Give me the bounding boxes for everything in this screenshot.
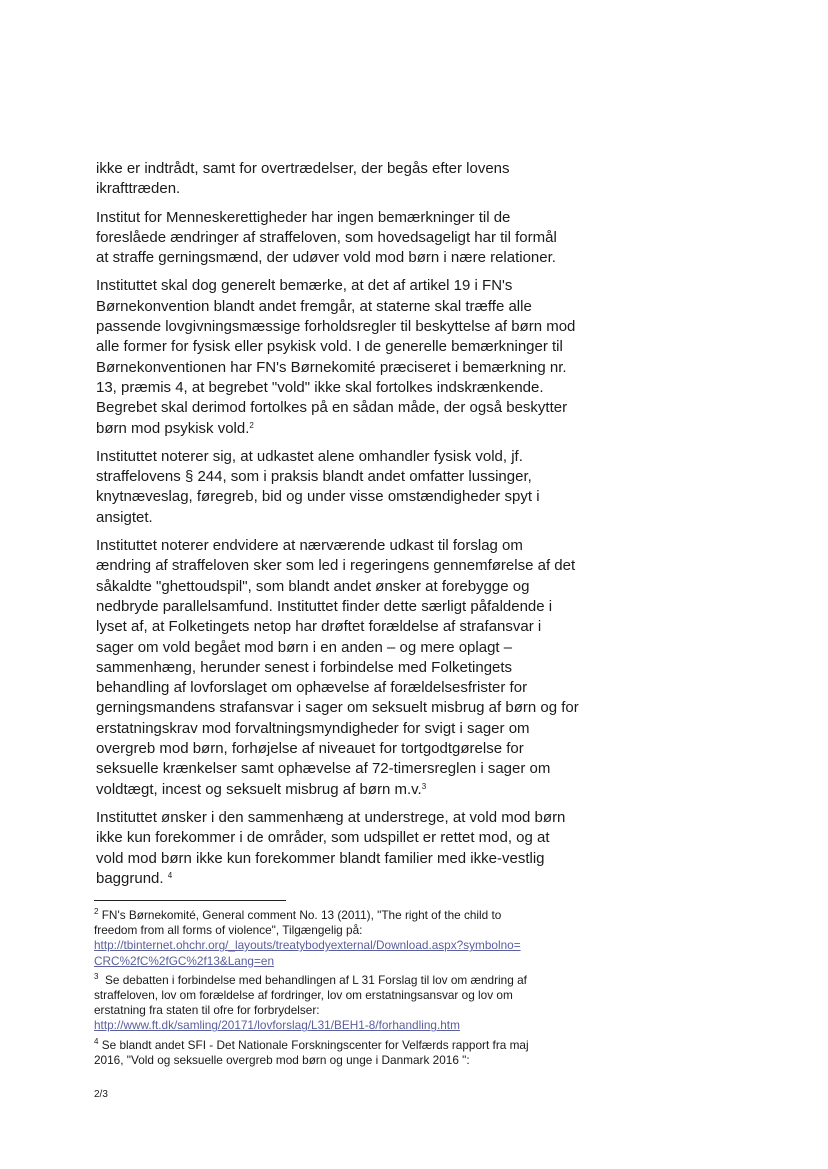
- paragraph-3: [96, 276, 576, 438]
- text-line: Instituttet noterer endvidere at nærværende udkast til forslag om: [96, 537, 523, 555]
- text-line: straffelovens § 244, som i praksis blandt andet omfatter lussinger,: [96, 468, 532, 486]
- body-text: [96, 159, 579, 897]
- page-number: 2/3: [94, 1089, 108, 1100]
- text-line: Instituttet noterer sig, at udkastet alene omhandler fysisk vold, jf.: [96, 447, 523, 465]
- footnote-line: 2016, "Vold og seksuelle overgreb mod børn og unge i Danmark 2016 ":: [94, 1052, 470, 1067]
- text-line: ændring af straffeloven sker som led i regeringens gennemførelse af det: [96, 557, 576, 575]
- text-line: vold mod børn ikke kun forekommer blandt familier med ikke-vestlig: [96, 849, 545, 867]
- paragraph-6: [96, 808, 576, 889]
- footnote-text: FN's Børnekomité, General comment No. 13 (2011), "The right of the child to: [98, 908, 502, 922]
- footnote-line: straffeloven, lov om forældelse af fordringer, lov om erstatningsansvar og lov om: [94, 988, 513, 1003]
- footnote-ref-4[interactable]: 4: [167, 870, 173, 880]
- text-line: lyset af, at Folketingets netop har drøftet forældelse af strafansvar i: [96, 618, 542, 636]
- paragraph-5: [96, 536, 579, 800]
- footnote-line: [94, 908, 584, 923]
- paragraph-1: [96, 159, 576, 200]
- footnote-number: 3: [94, 971, 99, 981]
- footnote-3: [94, 973, 584, 1034]
- text-line: såkaldte "ghettoudspil", som blandt andet ønsker at forebygge og: [96, 577, 530, 595]
- text-line: ikke er indtrådt, samt for overtrædelser, der begås efter lovens: [96, 160, 510, 177]
- footnote-text: Se debatten i forbindelse med behandlingen af L 31 Forslag til lov om ændring af: [98, 972, 527, 987]
- footnote-number: 2: [94, 907, 99, 916]
- text-line: alle former for fysisk eller psykisk vold. I de generelle bemærkninger til: [96, 338, 563, 356]
- footnote-4: [94, 1038, 584, 1068]
- text-line: Institut for Menneskerettigheder har ingen bemærkninger til de: [96, 208, 511, 226]
- text-line: ikrafttræden.: [96, 180, 181, 198]
- paragraph-4: [96, 447, 576, 528]
- text-line: [96, 869, 576, 889]
- text-fragment: voldtægt, incest og seksuelt misbrug af børn m.v.: [96, 780, 422, 798]
- footnote-ref-3[interactable]: 3: [421, 781, 427, 791]
- footnote-link[interactable]: http://www.ft.dk/samling/20171/lovforslag/L31/BEH1-8/forhandling.htm: [94, 1018, 460, 1033]
- text-line: nedbryde parallelsamfund. Instituttet finder dette særligt påfaldende i: [96, 597, 553, 615]
- text-line: ikke kun forekommer i de områder, som udspillet er rettet mod, og at: [96, 829, 550, 847]
- footnote-separator: [94, 900, 286, 901]
- footnote-number: 4: [94, 1036, 99, 1046]
- text-line: passende lovgivningsmæssige forholdsregler til beskyttelse af børn mod: [96, 318, 576, 336]
- footnote-line: erstatning fra staten til ofre for forbrydelser:: [94, 1003, 320, 1018]
- text-line: foreslåede ændringer af straffeloven, som hovedsageligt har til formål: [96, 228, 557, 246]
- footnote-ref-2[interactable]: 2: [249, 420, 254, 430]
- text-fragment: baggrund.: [96, 869, 168, 887]
- text-line: knytnæveslag, føregreb, bid og under visse omstændigheder spyt i: [96, 488, 540, 506]
- footnote-2: [94, 908, 584, 969]
- text-line: Børnekonvention blandt andet fremgår, at staterne skal træffe alle: [96, 297, 532, 315]
- text-line: [96, 780, 576, 800]
- text-line: sager om vold begået mod børn i en anden – og mere oplagt –: [96, 638, 513, 656]
- text-line: seksuelle krænkelser samt ophævelse af 72-timersreglen i sager om: [96, 760, 551, 778]
- text-line: [96, 419, 576, 439]
- text-line: Børnekonventionen har FN's Børnekomité præciseret i bemærkning nr.: [96, 358, 567, 376]
- footnote-link[interactable]: http://tbinternet.ohchr.org/_layouts/treatybodyexternal/Download.aspx?symbolno=: [94, 938, 521, 953]
- footnote-line: freedom from all forms of violence", Tilgængelig på:: [94, 923, 363, 938]
- text-line: behandling af lovforslaget om ophævelse af forældelsesfrister for: [96, 679, 528, 697]
- footnote-link[interactable]: CRC%2fC%2fGC%2f13&Lang=en: [94, 953, 275, 968]
- text-line: Instituttet ønsker i den sammenhæng at understrege, at vold mod børn: [96, 808, 566, 826]
- text-line: Begrebet skal derimod fortolkes på en sådan måde, der også beskytter: [96, 399, 568, 417]
- footnote-text: Se blandt andet SFI - Det Nationale Forskningscenter for Velfærds rapport fra maj: [98, 1037, 529, 1052]
- text-line: 13, præmis 4, at begrebet "vold" ikke skal fortolkes indskrænkende.: [96, 378, 544, 396]
- text-line: Instituttet skal dog generelt bemærke, at det af artikel 19 i FN's: [96, 277, 513, 295]
- text-line: erstatningskrav mod forvaltningsmyndigheder for svigt i sager om: [96, 719, 530, 737]
- text-line: gerningsmandens strafansvar i sager om seksuelt misbrug af børn og for: [96, 699, 579, 717]
- text-fragment: børn mod psykisk vold.: [96, 419, 250, 437]
- footnote-line: [94, 973, 584, 988]
- text-line: ansigtet.: [96, 508, 153, 526]
- text-line: sammenhæng, herunder senest i forbindelse med Folketingets: [96, 658, 513, 676]
- text-line: overgreb mod børn, forhøjelse af niveauet for tortgodtgørelse for: [96, 740, 524, 758]
- footnote-line: [94, 1038, 584, 1053]
- text-line: at straffe gerningsmænd, der udøver vold mod børn i nære relationer.: [96, 249, 556, 267]
- paragraph-2: [96, 208, 576, 269]
- footnotes: [94, 908, 584, 1072]
